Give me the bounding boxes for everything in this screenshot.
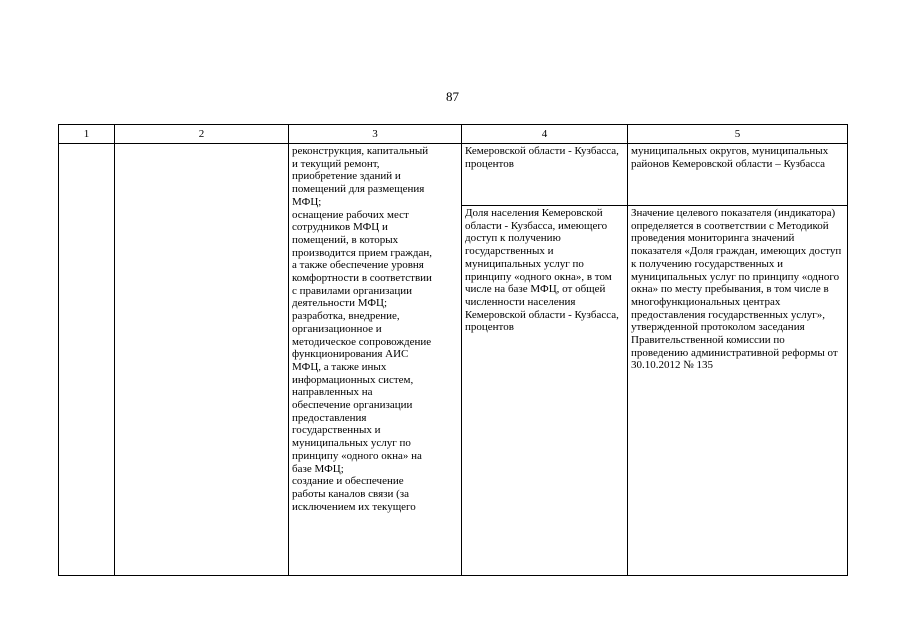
indicators-table — [58, 124, 848, 576]
indicator-name-text: Доля населения Кемеровской области - Кузбасса, имеющего доступ к получению государственных и муниципальных услуг по принципу «одного окна», в том числе на базе МФЦ, от общей численности населения Кемеровской области - Кузбасса, процентов — [465, 207, 619, 334]
cell-col2-empty — [115, 144, 289, 576]
territory-text: муниципальных округов, муниципальных районов Кемеровской области – Кузбасса — [631, 145, 829, 170]
column-header-3: 3 — [289, 125, 462, 144]
cell-methodology — [628, 206, 848, 576]
cell-territory — [628, 144, 848, 206]
column-header-2: 2 — [115, 125, 289, 144]
cell-indicator-name — [462, 206, 628, 576]
cell-col1-empty — [59, 144, 115, 576]
cell-indicator-units — [462, 144, 628, 206]
measures-text: реконструкция, капитальный и текущий ремонт, приобретение зданий и помещений для размещения МФЦ; оснащение рабочих мест сотрудников МФЦ и помещений, в которых производится прием граждан, а также обеспечение уровня комфортности в соответствии с правилами организации деятельности МФЦ; разработка, внедрение, организационное и методическое сопровождение функционирования АИС МФЦ, а также иных информационных систем, направленных на обеспечение организации предоставления государственных и муниципальных услуг по принципу «одного окна» на базе МФЦ; создание и обеспечение работы каналов связи (за исключением их текущего — [292, 145, 433, 513]
indicator-units-text: Кемеровской области - Кузбасса, процентов — [465, 145, 619, 170]
table-row — [59, 144, 848, 206]
table-header-row — [59, 125, 848, 144]
column-header-1: 1 — [59, 125, 115, 144]
column-header-5: 5 — [628, 125, 848, 144]
methodology-text: Значение целевого показателя (индикатора) определяется в соответствии с Методикой проведения мониторинга значений показателя «Доля граждан, имеющих доступ к получению государственных и муниципальных услуг по принципу «одного окна» по месту пребывания, в том числе в многофункциональных центрах предоставления государственных услуг», утвержденной протоколом заседания Правительственной комиссии по проведению административной реформы от 30.10.2012 № 135 — [631, 207, 842, 372]
cell-measures — [289, 144, 462, 576]
column-header-4: 4 — [462, 125, 628, 144]
page-number: 87 — [446, 89, 459, 104]
